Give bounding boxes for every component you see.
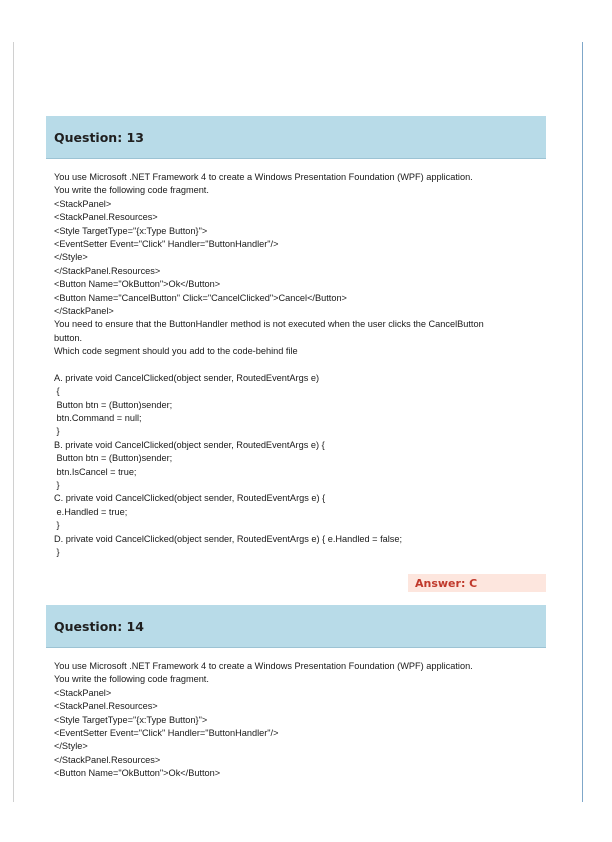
text-line: <StackPanel> [54, 687, 112, 698]
text-line: } [54, 520, 60, 531]
text-line: <Button Name="OkButton">Ok</Button> [54, 768, 221, 779]
text-line: <EventSetter Event="Click" Handler="ButtonHandler"/> [54, 727, 279, 738]
text-line: <Style TargetType="{x:Type Button}"> [54, 714, 208, 725]
text-line: } [54, 546, 60, 557]
question-13-header [46, 116, 546, 159]
text-line: </StackPanel.Resources> [54, 265, 161, 276]
question-14-title: Question: 14 [54, 618, 144, 634]
text-line: </StackPanel.Resources> [54, 754, 161, 765]
text-line: A. private void CancelClicked(object sender, RoutedEventArgs e) [54, 372, 320, 383]
text-line: <StackPanel.Resources> [54, 701, 158, 712]
text-line: </Style> [54, 252, 88, 263]
text-line: </StackPanel> [54, 305, 114, 316]
text-line: btn.Command = null; [54, 413, 142, 424]
answer-label: Answer: C [415, 576, 478, 590]
text-line: } [54, 479, 60, 490]
right-margin-rule [582, 42, 583, 802]
text-line: } [54, 426, 60, 437]
text-line: Which code segment should you add to the code-behind file [54, 346, 298, 357]
question-13-title: Question: 13 [54, 129, 144, 145]
text-line: e.Handled = true; [54, 506, 128, 517]
question-14-header [46, 605, 546, 648]
text-line: You use Microsoft .NET Framework 4 to create a Windows Presentation Foundation (WPF) application. [54, 661, 473, 671]
text-line: <Button Name="CancelButton" Click="CancelClicked">Cancel</Button> [54, 292, 347, 303]
answer-box [408, 574, 546, 592]
text-line: { [54, 386, 60, 397]
text-line: You use Microsoft .NET Framework 4 to create a Windows Presentation Foundation (WPF) application. [54, 172, 473, 182]
text-line: <Style TargetType="{x:Type Button}"> [54, 225, 208, 236]
left-margin-rule [13, 42, 14, 802]
text-line: <Button Name="OkButton">Ok</Button> [54, 279, 221, 290]
text-line: <EventSetter Event="Click" Handler="ButtonHandler"/> [54, 238, 279, 249]
text-line: button. [54, 332, 83, 343]
text-line [54, 358, 546, 371]
question-13-body [54, 171, 546, 559]
text-line: B. private void CancelClicked(object sender, RoutedEventArgs e) { [54, 439, 325, 450]
text-line: btn.IsCancel = true; [54, 466, 137, 477]
text-line: C. private void CancelClicked(object sender, RoutedEventArgs e) { [54, 493, 326, 504]
text-line: <StackPanel.Resources> [54, 212, 158, 223]
text-line: </Style> [54, 741, 88, 752]
text-line: You write the following code fragment. [54, 674, 209, 685]
text-line: Button btn = (Button)sender; [54, 453, 173, 464]
question-14-body [54, 660, 546, 781]
text-line: You need to ensure that the ButtonHandler method is not executed when the user clicks the CancelButton [54, 319, 484, 330]
text-line: You write the following code fragment. [54, 185, 209, 196]
text-line: <StackPanel> [54, 198, 112, 209]
text-line: Button btn = (Button)sender; [54, 399, 173, 410]
text-line: D. private void CancelClicked(object sender, RoutedEventArgs e) { e.Handled = false; [54, 533, 403, 544]
